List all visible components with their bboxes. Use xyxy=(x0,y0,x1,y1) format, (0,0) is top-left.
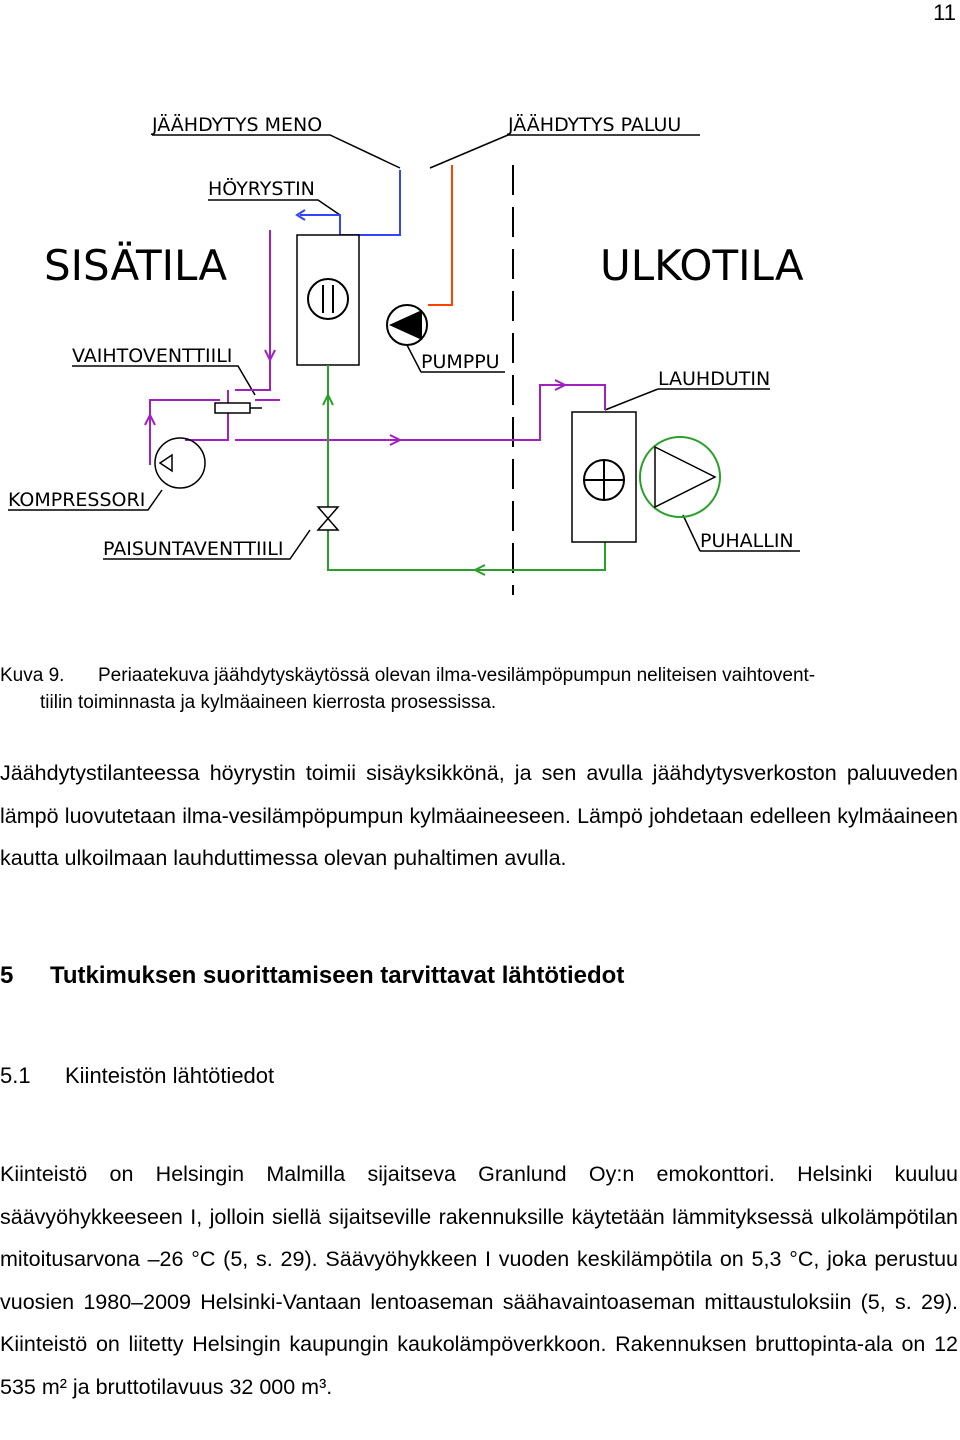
subheading-text: Kiinteistön lähtötiedot xyxy=(65,1063,275,1088)
fan-symbol xyxy=(640,437,720,517)
caption-number: Kuva 9. xyxy=(0,665,65,686)
four-way-valve xyxy=(215,403,250,413)
compressor-symbol xyxy=(155,438,205,488)
heading-section-5 xyxy=(0,962,624,990)
heading-number: 5 xyxy=(0,962,14,989)
label-pump: PUMPPU xyxy=(421,351,500,373)
paragraph-1: Jäähdytystilanteessa höyrystin toimii sisäyksikkönä, ja sen avulla jäähdytysverkoston paluuveden lämpö luovutetaan ilma-vesilämpöpumpun kylmäaineeseen. Lämpö johdetaan edelleen kylmäaineen kautta ulkoilmaan lauhduttimessa olevan puhaltimen avulla. xyxy=(0,761,958,870)
label-supply: JÄÄHDYTYS MENO xyxy=(152,114,323,136)
label-indoor: SISÄTILA xyxy=(44,241,228,290)
label-condenser: LAUHDUTIN xyxy=(658,368,771,390)
pump-triangle xyxy=(389,310,422,340)
label-compressor: KOMPRESSORI xyxy=(8,489,146,511)
caption-text-2: tiilin toiminnasta ja kylmäaineen kierrosta prosessissa. xyxy=(40,692,497,713)
subheading-number: 5.1 xyxy=(0,1063,31,1088)
label-outdoor: ULKOTILA xyxy=(600,241,804,290)
caption-text-1: Periaatekuva jäähdytyskäytössä olevan ilma-vesilämpöpumpun neliteisen vaihtovent- xyxy=(98,665,816,686)
page-number: 11 xyxy=(933,0,956,25)
heat-pump-diagram xyxy=(0,100,960,600)
label-expansion: PAISUNTAVENTTIILI xyxy=(103,538,284,560)
label-valve: VAIHTOVENTTIILI xyxy=(72,345,233,367)
liquid-line xyxy=(328,365,605,570)
figure-caption xyxy=(0,662,958,716)
heading-section-5-1 xyxy=(0,1063,274,1089)
paragraph-2: Kiinteistö on Helsingin Malmilla sijaitseva Granlund Oy:n emokonttori. Helsinki kuuluu säävyöhykkeeseen I, jolloin siellä sijaitseville rakennuksille käytetään lämmityksessä ulkolämpötilan mitoitusarvona –26 °C (5, s. 29). Säävyöhykkeen I vuoden keskilämpötila on 5,3 °C, joka perustuu vuosien 1980–2009 Helsinki-Vantaan lentoaseman säähavaintoaseman mittaustuloksiin (5, s. 29). Kiinteistö on liitetty Helsingin kaupungin kaukolämpöverkkoon. Rakennuksen bruttopinta-ala on 12 535 m² ja bruttotilavuus 32 000 m³. xyxy=(0,1162,958,1399)
pipe-supply xyxy=(300,170,400,235)
evaporator-unit xyxy=(297,235,359,365)
heading-text: Tutkimuksen suorittamiseen tarvittavat lähtötiedot xyxy=(50,962,625,989)
label-evaporator: HÖYRYSTIN xyxy=(208,178,315,200)
label-fan: PUHALLIN xyxy=(700,530,794,552)
expansion-valve xyxy=(318,507,338,530)
label-return: JÄÄHDYTYS PALUU xyxy=(508,114,682,136)
pipe-return xyxy=(428,165,452,305)
